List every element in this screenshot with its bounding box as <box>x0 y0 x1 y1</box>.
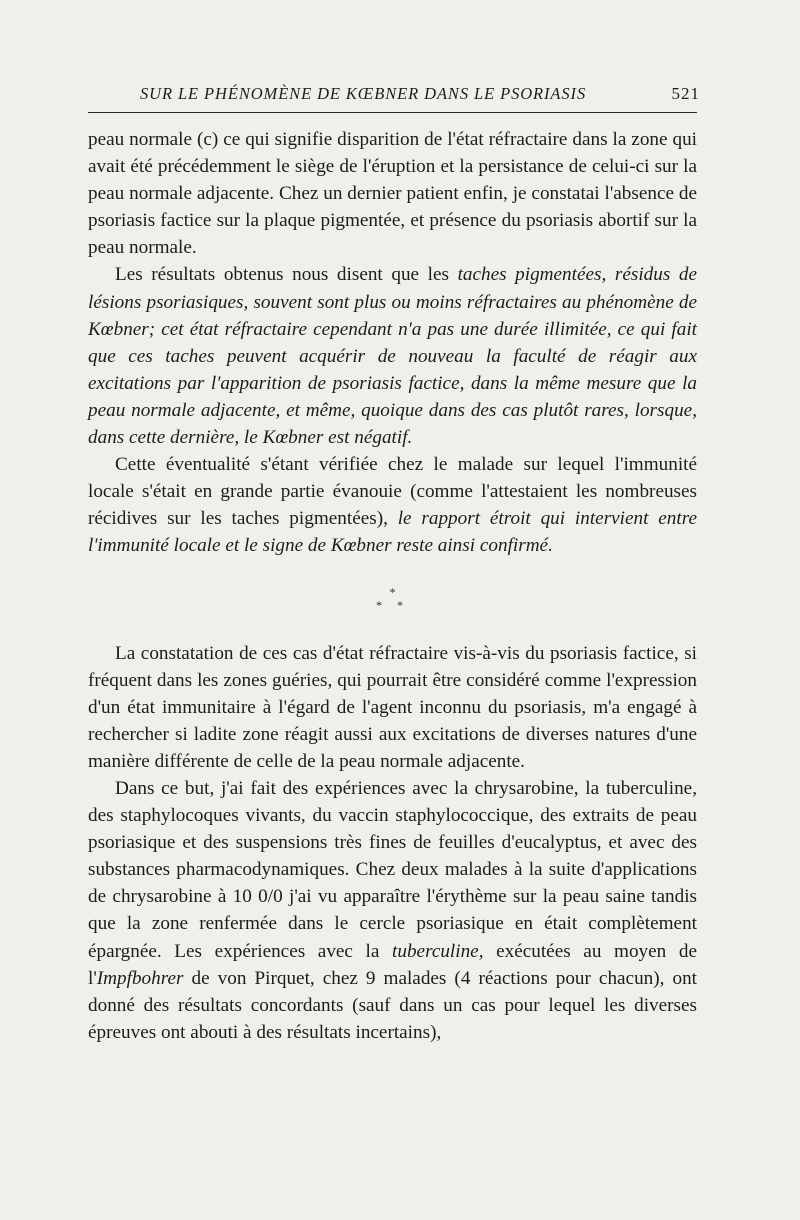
asterism-bottom: * * <box>376 597 409 612</box>
text-segment: exécutées au moyen de l' <box>88 940 697 989</box>
text-segment-italic: taches pigmentées, résidus de lésions psoriasiques, souvent sont plus ou moins réfractaires au phénomène de Kœbner; cet état réfractaire cependant n'a pas une durée illimitée, ce qui fait que ces taches peuvent acquérir de nouveau la faculté de réagir aux excitations par l'apparition de psoriasis factice, dans la même mesure que la peau normale adjacente, et même, quoique dans des cas plutôt rares, lorsque, dans cette dernière, le Kœbner est négatif. <box>88 264 698 449</box>
paragraph-eventuality <box>88 451 697 559</box>
page-number: 521 <box>671 84 700 103</box>
text-segment: Cette éventualité s'étant vérifiée chez le malade sur lequel l'immunité locale s'était en grande partie évanouie (comme l'attestaient les nombreuses récidives sur les taches pigmentées), <box>88 454 697 530</box>
paragraph-experiments <box>88 775 697 1046</box>
text-segment-italic: tuberculine, <box>392 940 484 962</box>
text-segment: La constatation de ces cas d'état réfractaire vis-à-vis du psoriasis factice, si fréquent dans les zones guéries, qui pourrait être considéré comme l'expression d'un état immunitaire à l'égard de l'agent inconnu du psoriasis, m'a engagé à rechercher si ladite zone réagit aussi aux excitations de diverses natures d'une manière différente de celle de la peau normale adjacente. <box>88 642 697 772</box>
text-segment: peau normale (c) ce qui signifie disparition de l'état réfractaire dans la zone qui avait été précédemment le siège de l'éruption et la persistance de celui-ci sur la peau normale adjacente. Chez un dernier patient enfin, je constatai l'absence de psoriasis factice sur la plaque pigmentée, et présence du psoriasis abortif sur la peau normale. <box>88 129 697 259</box>
body-text <box>88 126 697 1046</box>
running-header <box>140 84 700 108</box>
running-title: SUR LE PHÉNOMÈNE DE KŒBNER DANS LE PSORIASIS <box>140 84 587 103</box>
section-break-asterism <box>88 586 697 612</box>
text-segment: Dans ce but, j'ai fait des expériences avec la chrysarobine, la tuberculine, des staphylocoques vivants, du vaccin staphylococcique, des extraits de peau psoriasique et des suspensions très fines de feuilles d'eucalyptus, et avec des substances pharmacodynamiques. Chez deux malades à la suite d'applications de chrysarobine à 10 0/0 j'ai vu apparaître l'érythème sur la peau saine tandis que la zone renfermée dans le cercle psoriasique en était complètement épargnée. Les expériences avec la <box>88 777 697 962</box>
text-segment-italic: Impfbohrer <box>96 967 184 989</box>
text-segment: Les résultats obtenus nous disent que les <box>115 264 458 286</box>
paragraph-results <box>88 261 697 451</box>
text-segment: de von Pirquet, chez 9 malades (4 réactions pour chacun), ont donné des résultats concordants (sauf dans un cas pour lequel les diverses épreuves ont abouti à des résultats incertains), <box>88 967 697 1043</box>
paragraph-constatation <box>88 640 697 775</box>
text-segment-italic: le rapport étroit qui intervient entre l'immunité locale et le signe de Kœbner reste ainsi confirmé. <box>88 508 698 557</box>
header-rule <box>88 112 697 113</box>
paragraph-continuation <box>88 126 697 261</box>
asterism-top: * <box>389 584 396 599</box>
